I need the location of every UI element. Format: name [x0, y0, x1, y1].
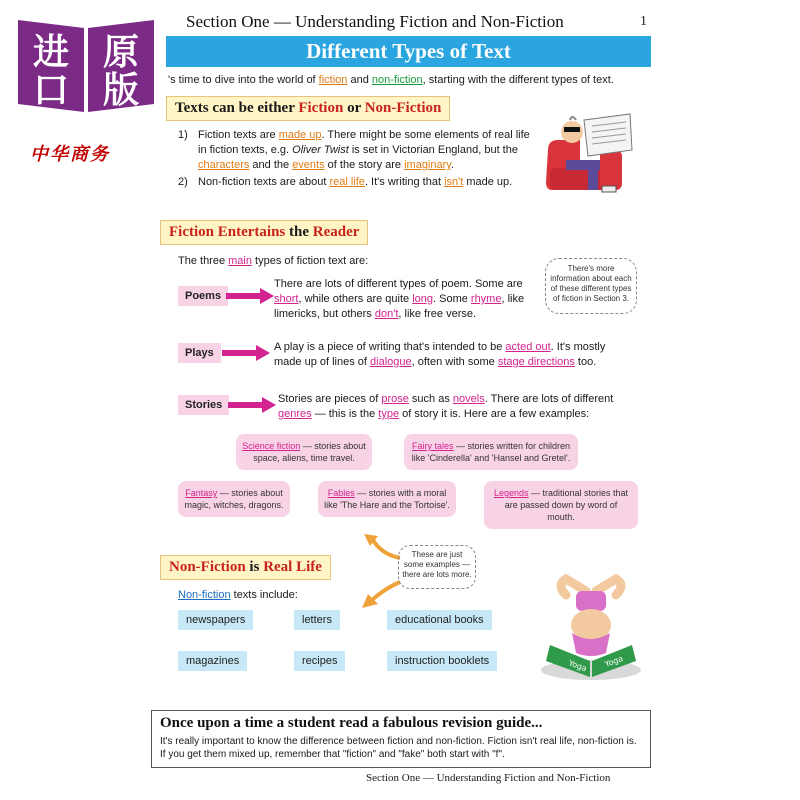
heading-text: Real Life — [263, 559, 322, 575]
fiction-nonfiction-list — [178, 128, 538, 192]
desc-text: , while others are quite — [298, 293, 413, 305]
example-term: Fantasy — [185, 488, 218, 498]
fiction-term: fiction — [318, 74, 348, 86]
desc-text: Stories are pieces of — [278, 393, 382, 405]
desc-text: , like free verse. — [398, 308, 477, 320]
reader-in-armchair-icon — [540, 110, 640, 200]
list-text: Fiction texts are — [198, 129, 279, 141]
example-term: Science fiction — [242, 441, 301, 451]
summary-text: It's really important to know the difference between fiction and non-fiction. Fiction isn't real life, non-fiction is. If you get them mixed up, remember that "fiction" and "fake" both start with "f". — [160, 736, 637, 760]
heading-fiction-entertains — [160, 220, 368, 245]
example-desc: — traditional stories that are passed down by word of mouth. — [504, 488, 629, 522]
list-number: 2) — [178, 176, 188, 188]
list-text: and the — [249, 159, 293, 171]
desc-text: . Some — [433, 293, 471, 305]
section-header: Section One — Understanding Fiction and Non-Fiction — [186, 12, 564, 31]
heading-text: Fiction — [298, 100, 344, 116]
person-reading-yoga-book-icon — [536, 565, 646, 685]
keyword: stage directions — [497, 356, 575, 368]
keyword: long — [412, 293, 433, 305]
logo-char-2: 原 — [102, 32, 140, 73]
yoga-person-illustration — [536, 565, 646, 685]
nonfiction-item-magazines: magazines — [178, 651, 247, 671]
example-desc: — stories written for children like 'Cinderella' and 'Hansel and Gretel'. — [411, 441, 571, 463]
heading-text: or — [343, 100, 365, 116]
nonfiction-item-educational-books: educational books — [387, 610, 492, 630]
poems-description — [274, 277, 544, 322]
desc-text: too. — [574, 356, 597, 368]
type-label-stories: Stories — [178, 395, 229, 415]
heading-text: Texts can be either — [175, 100, 299, 116]
keyword: rhyme — [470, 293, 502, 305]
example-science-fiction — [236, 434, 372, 470]
keyword: short — [274, 293, 299, 305]
nonfiction-item-letters: letters — [294, 610, 340, 630]
example-term: Fairy tales — [411, 441, 454, 451]
heading-text: Non-Fiction — [169, 559, 246, 575]
book-title: Oliver Twist — [292, 144, 349, 156]
example-term: Legends — [493, 488, 529, 498]
heading-text: Reader — [312, 224, 360, 240]
heading-text: the — [285, 224, 313, 240]
keyword: imaginary — [404, 159, 451, 171]
example-fairy-tales — [404, 434, 578, 470]
example-fantasy — [178, 481, 290, 517]
stories-description — [278, 392, 638, 422]
example-desc: — stories about space, aliens, time travel. — [253, 441, 366, 463]
newspaper-reader-illustration — [540, 110, 640, 200]
keyword: acted out — [505, 341, 551, 353]
fiction-types-intro — [178, 255, 368, 267]
heading-text: is — [245, 559, 264, 575]
nonfiction-item-instruction-booklets: instruction booklets — [387, 651, 497, 671]
desc-text: A play is a piece of writing that's intended to be — [274, 341, 506, 353]
list-text: . — [450, 159, 455, 171]
note-bubble-section3: There's more information about each of these different types of fiction in Section 3. — [545, 258, 637, 314]
page-title: Different Types of Text — [306, 39, 511, 63]
example-desc: — stories about magic, witches, dragons. — [184, 488, 284, 510]
plays-description — [274, 340, 634, 370]
list-text: is set in Victorian England, but the — [348, 144, 518, 156]
yoga-book-label: Yoga — [567, 658, 588, 674]
keyword: Non-fiction — [178, 589, 231, 601]
page-footer: Section One — Understanding Fiction and Non-Fiction — [366, 772, 611, 784]
type-label-poems: Poems — [178, 286, 228, 306]
page-number: 1 — [640, 14, 647, 29]
title-bar — [166, 36, 651, 67]
keyword: don't — [374, 308, 399, 320]
desc-text: . There are lots of different — [484, 393, 614, 405]
keyword: events — [292, 159, 325, 171]
intro-text: types of fiction text are: — [251, 255, 369, 267]
example-desc: — stories with a moral like 'The Hare and the Tortoise'. — [324, 488, 450, 510]
desc-text: — this is the — [311, 408, 379, 420]
heading-fiction-or-nonfiction — [166, 96, 450, 121]
intro-text: 's time to dive into the world of — [168, 74, 319, 86]
heading-text: Fiction Entertains — [169, 224, 286, 240]
nonfiction-item-recipes: recipes — [294, 651, 345, 671]
intro-text: texts include: — [230, 589, 298, 601]
intro-text: and — [347, 74, 372, 86]
desc-text: such as — [408, 393, 453, 405]
note-bubble-examples: These are just some examples — there are lots more. — [398, 545, 476, 589]
keyword: novels — [452, 393, 485, 405]
keyword: real life — [329, 176, 365, 188]
example-legends — [484, 481, 638, 529]
keyword: main — [228, 255, 252, 267]
non-fiction-term: non-fiction — [371, 74, 423, 86]
example-term: Fables — [327, 488, 355, 498]
publisher-logo — [16, 14, 156, 134]
type-label-plays: Plays — [178, 343, 221, 363]
example-fables — [318, 481, 456, 517]
desc-text: There are lots of different types of poem. Some are — [274, 278, 523, 290]
keyword: dialogue — [370, 356, 412, 368]
heading-nonfiction-real-life — [160, 555, 331, 580]
nonfiction-intro — [178, 589, 298, 601]
logo-char-3: 口 — [32, 70, 70, 111]
desc-text: , often with some — [411, 356, 498, 368]
yoga-book-label: Yoga — [603, 654, 625, 669]
summary-title: Once upon a time a student read a fabulous revision guide... — [160, 715, 543, 731]
keyword: prose — [381, 393, 409, 405]
logo-char-1: 进 — [32, 32, 70, 73]
logo-char-4: 版 — [102, 70, 140, 111]
keyword: made up — [278, 129, 322, 141]
keyword: genres — [278, 408, 312, 420]
desc-text: , like limericks, but others — [274, 293, 525, 320]
list-item — [178, 128, 538, 173]
list-text: made up. — [463, 176, 513, 188]
logo-subtitle: 中华商务 — [30, 144, 110, 165]
heading-text: Non-Fiction — [364, 100, 442, 116]
keyword: characters — [198, 159, 250, 171]
keyword: type — [378, 408, 400, 420]
right-arrow-icon — [226, 288, 274, 304]
list-text: of the story are — [324, 159, 405, 171]
right-arrow-icon — [228, 397, 276, 413]
desc-text: . It's mostly made up of lines of — [274, 341, 606, 368]
list-text: . It's writing that — [364, 176, 445, 188]
intro-text: The three — [178, 255, 229, 267]
list-number: 1) — [178, 129, 188, 141]
intro-text: , starting with the different types of text. — [422, 74, 614, 86]
list-item — [178, 175, 538, 190]
book-logo-icon — [16, 14, 156, 114]
keyword: isn't — [444, 176, 464, 188]
nonfiction-item-newspapers: newspapers — [178, 610, 253, 630]
summary-box — [151, 710, 651, 768]
list-text: . There might be some elements of real life in fiction texts, e.g. — [198, 129, 530, 156]
list-text: Non-fiction texts are about — [198, 176, 330, 188]
intro-line — [168, 74, 648, 86]
right-arrow-icon — [222, 345, 270, 361]
desc-text: of story it is. Here are a few examples: — [399, 408, 590, 420]
